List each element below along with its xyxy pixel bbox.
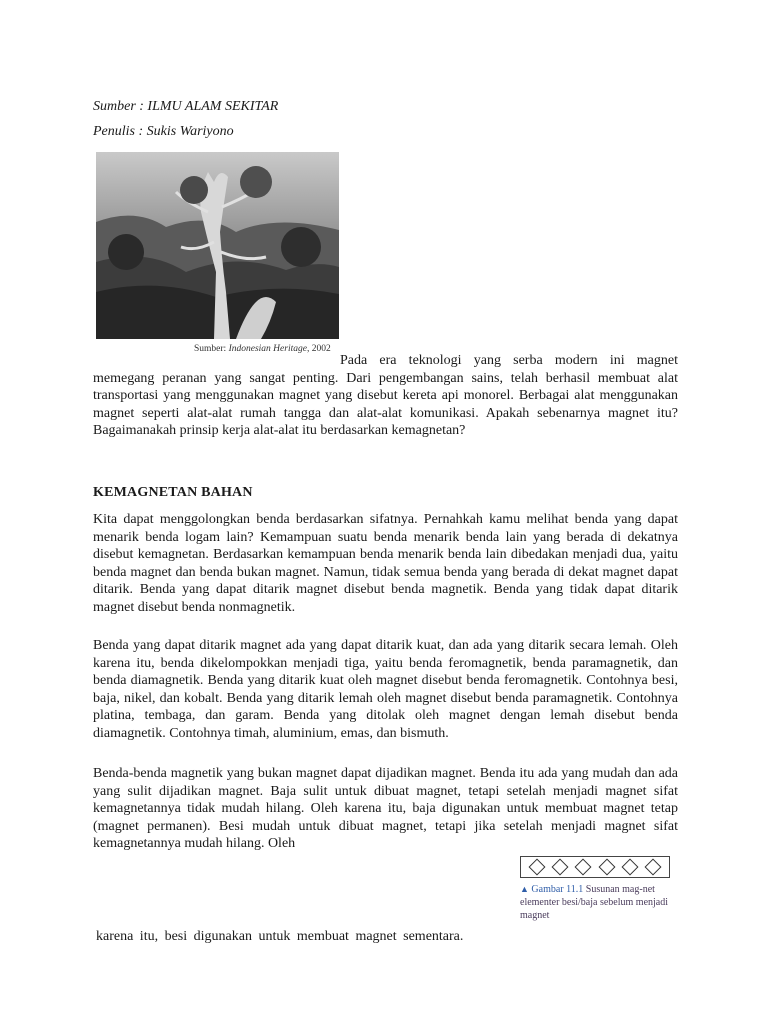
section-heading: KEMAGNETAN BAHAN bbox=[93, 485, 253, 500]
figure-caption-text: Susunan mag-net elementer besi/baja sebelum menjadi magnet bbox=[520, 884, 668, 921]
figure-caption bbox=[520, 883, 680, 922]
triangle-icon: ▲ bbox=[520, 884, 529, 894]
diamond-element bbox=[528, 859, 545, 876]
paragraph-2: Benda yang dapat ditarik magnet ada yang dapat ditarik kuat, dan ada yang ditarik secara lemah. Oleh karena itu, benda dikelompokkan menjadi tiga, yaitu benda feromagnetik, benda paramagnetik, dan benda diamagnetik. Benda yang ditarik kuat oleh magnet disebut benda feromagnetik. Contohnya besi, baja, nikel, dan kobalt. Benda yang ditarik lemah oleh magnet disebut benda paramagnetik. Contohnya platina, tembaga, dan garam. Benda yang ditolak oleh magnet dengan lemah disebut benda diamagnetik. Contohnya timah, aluminium, emas, dan bismuth. bbox=[93, 638, 678, 741]
author-line: Penulis : Sukis Wariyono bbox=[93, 124, 234, 139]
diamond-element bbox=[598, 859, 615, 876]
photo-caption-source: Indonesian Heritage bbox=[228, 344, 307, 354]
diamond-element bbox=[575, 859, 592, 876]
diamond-element bbox=[551, 859, 568, 876]
paragraph-1: Kita dapat menggolongkan benda berdasarkan sifatnya. Pernahkah kamu melihat benda yang dapat menarik benda logam lain? Kemampuan suatu benda menarik benda lain yang berada di dekatnya disebut kemagnetan. Berdasarkan kemampuan benda menarik benda lain dibedakan menjadi dua, yaitu benda magnet dan benda bukan magnet. Namun, tidak semua benda yang berada di dekat magnet dapat ditarik. Benda yang dapat ditarik magnet disebut benda magnetik. Benda yang tidak dapat ditarik magnet disebut benda nonmagnetik. bbox=[93, 512, 678, 615]
forest-tree-photo bbox=[96, 152, 339, 339]
source-line: Sumber : ILMU ALAM SEKITAR bbox=[93, 99, 279, 114]
diamond-element bbox=[621, 859, 638, 876]
magnet-elements-figure bbox=[520, 856, 670, 878]
paragraph-3-end: karena itu, besi digunakan untuk membuat magnet sementara. bbox=[96, 929, 464, 944]
intro-paragraph: Pada era teknologi yang serba modern ini magnet memegang peranan yang sangat penting. Dari pengembangan sains, telah berhasil membuat alat transportasi yang menggunakan magnet yang disebut kereta api monorel. Berbagai alat menggunakan magnet seperti alat-alat rumah tangga dan alat-alat komunikasi. Apakah sebenarnya magnet itu? Bagaimanakah prinsip kerja alat-alat itu berdasarkan kemagnetan? bbox=[93, 353, 678, 439]
figure-label: Gambar 11.1 bbox=[531, 884, 584, 895]
photo-caption-prefix: Sumber: bbox=[194, 344, 229, 354]
paragraph-3: Benda-benda magnetik yang bukan magnet dapat dijadikan magnet. Benda itu ada yang mudah dan ada yang sulit dijadikan magnet. Baja sulit untuk dibuat magnet, tetapi setelah menjadi magnet sifat kemagnetannya tidak mudah hilang. Oleh karena itu, baja digunakan untuk membuat magnet tetap (magnet permanen). Besi mudah untuk dibuat magnet, tetapi jika setelah menjadi magnet sifat kemagnetannya mudah hilang. Oleh bbox=[93, 766, 678, 852]
diamond-element bbox=[645, 859, 662, 876]
photo-caption-year: , 2002 bbox=[306, 344, 331, 354]
